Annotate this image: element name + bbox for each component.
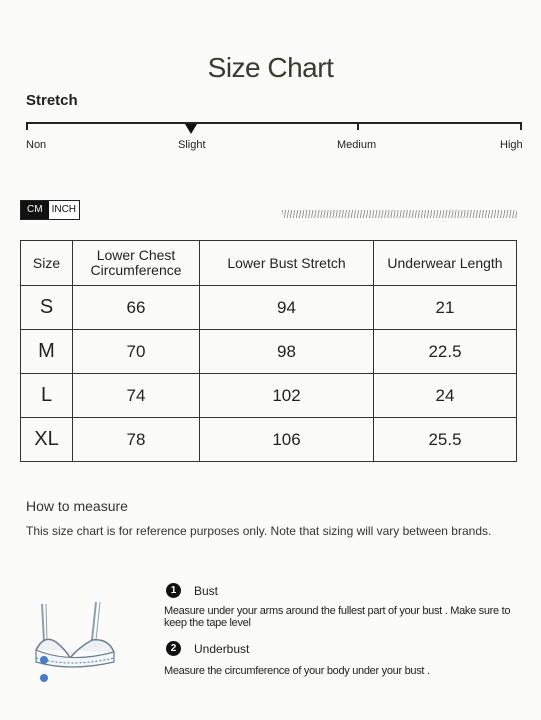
step-1-title: Bust (194, 584, 219, 598)
scale-tick (26, 122, 28, 130)
size-cell: L (21, 374, 73, 418)
table-cell: 74 (73, 374, 200, 418)
size-table (20, 240, 517, 462)
column-header-size: Size (21, 241, 73, 286)
scale-tick (520, 122, 522, 130)
bra-illustration-icon (30, 598, 120, 690)
column-header-lower-chest: Lower Chest Circumference (73, 241, 200, 286)
table-cell: 22.5 (374, 330, 517, 374)
table-cell: 66 (73, 286, 200, 330)
table-row (21, 374, 517, 418)
stretch-level-non: Non (26, 139, 47, 151)
size-cell: XL (21, 418, 73, 462)
unit-cm-button[interactable]: CM (21, 201, 49, 219)
scale-tick (357, 122, 359, 130)
table-row (21, 286, 517, 330)
table-row (21, 330, 517, 374)
stretch-level-high: High (500, 139, 523, 151)
table-cell: 94 (200, 286, 374, 330)
stretch-level-slight: Slight (178, 139, 206, 151)
step-1-badge: 1 (166, 583, 181, 598)
table-cell: 70 (73, 330, 200, 374)
column-header-underwear-length: Underwear Length (374, 241, 517, 286)
table-cell: 24 (374, 374, 517, 418)
table-row (21, 418, 517, 462)
decorative-hatch (282, 210, 517, 218)
unit-inch-button[interactable]: INCH (49, 201, 79, 219)
stretch-scale-line (26, 122, 522, 124)
column-header-lower-bust: Lower Bust Stretch (200, 241, 374, 286)
table-header-row (21, 241, 517, 286)
how-to-measure-note: This size chart is for reference purposes only. Note that sizing will vary between brands. (26, 524, 492, 538)
how-to-measure-title: How to measure (26, 498, 128, 514)
step-1-description: Measure under your arms around the fullest part of your bust . Make sure to keep the tape level (164, 605, 511, 629)
step-2-description: Measure the circumference of your body under your bust . (164, 665, 430, 677)
table-cell: 21 (374, 286, 517, 330)
stretch-label: Stretch (26, 92, 78, 109)
unit-toggle[interactable] (20, 200, 80, 220)
stretch-level-medium: Medium (337, 139, 377, 151)
table-cell: 25.5 (374, 418, 517, 462)
size-cell: M (21, 330, 73, 374)
table-cell: 106 (200, 418, 374, 462)
stretch-pointer-icon (185, 124, 197, 134)
step-2-badge: 2 (166, 641, 181, 656)
step-2-title: Underbust (194, 642, 250, 656)
size-cell: S (21, 286, 73, 330)
table-cell: 102 (200, 374, 374, 418)
table-cell: 98 (200, 330, 374, 374)
page-title: Size Chart (207, 52, 334, 83)
table-cell: 78 (73, 418, 200, 462)
